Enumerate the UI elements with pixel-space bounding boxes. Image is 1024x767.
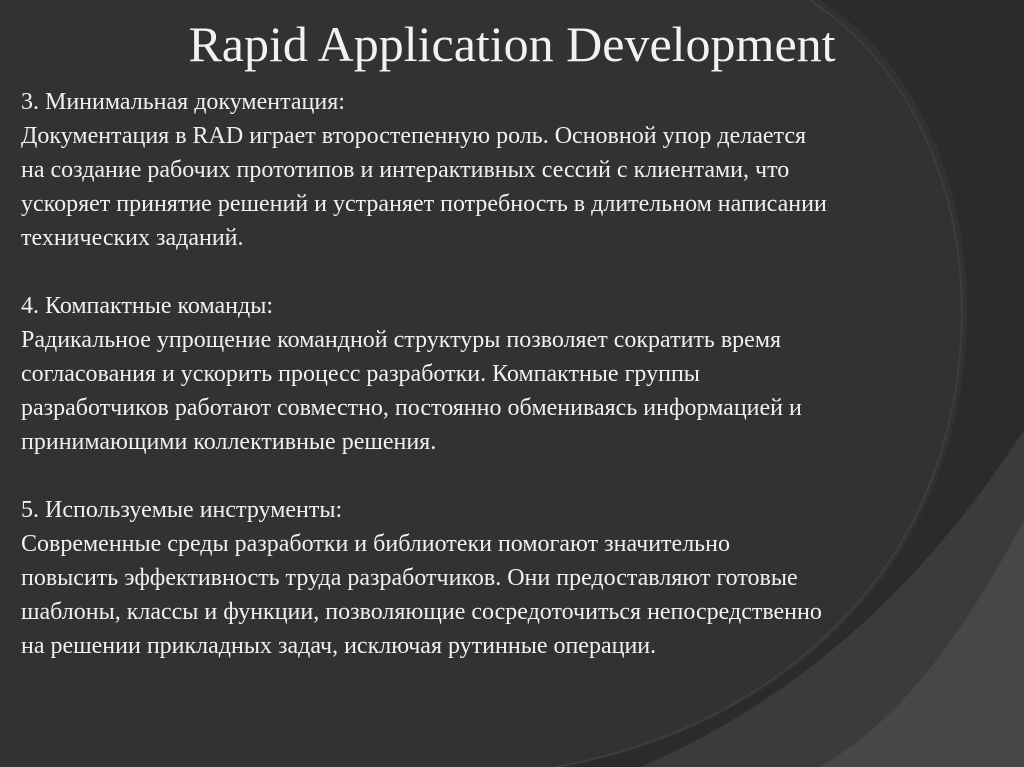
section-line: повысить эффективность труда разработчиков. Они предоставляют готовые: [21, 565, 798, 591]
section-line: технических заданий.: [21, 225, 244, 251]
section-line: Современные среды разработки и библиотеки помогают значительно: [21, 531, 730, 557]
section-line: принимающими коллективные решения.: [21, 429, 437, 455]
slide-title: Rapid Application Development: [188, 16, 836, 72]
section-minimal-documentation: [21, 85, 981, 255]
slide-content: [21, 85, 981, 697]
section-line: Документация в RAD играет второстепенную роль. Основной упор делается: [21, 123, 807, 149]
section-heading: 3. Минимальная документация:: [21, 89, 345, 115]
section-tools-used: [21, 493, 981, 663]
section-heading: 4. Компактные команды:: [21, 293, 273, 319]
section-compact-teams: [21, 289, 981, 459]
section-line: на решении прикладных задач, исключая рутинные операции.: [21, 633, 657, 659]
section-line: согласования и ускорить процесс разработки. Компактные группы: [21, 361, 700, 387]
section-line: разработчиков работают совместно, постоянно обмениваясь информацией и: [21, 395, 802, 421]
section-line: шаблоны, классы и функции, позволяющие сосредоточиться непосредственно: [21, 599, 822, 625]
section-line: на создание рабочих прототипов и интерактивных сессий с клиентами, что: [21, 157, 790, 183]
section-line: Радикальное упрощение командной структуры позволяет сократить время: [21, 327, 782, 353]
section-line: ускоряет принятие решений и устраняет потребность в длительном написании: [21, 191, 827, 217]
section-heading: 5. Используемые инструменты:: [21, 497, 343, 523]
